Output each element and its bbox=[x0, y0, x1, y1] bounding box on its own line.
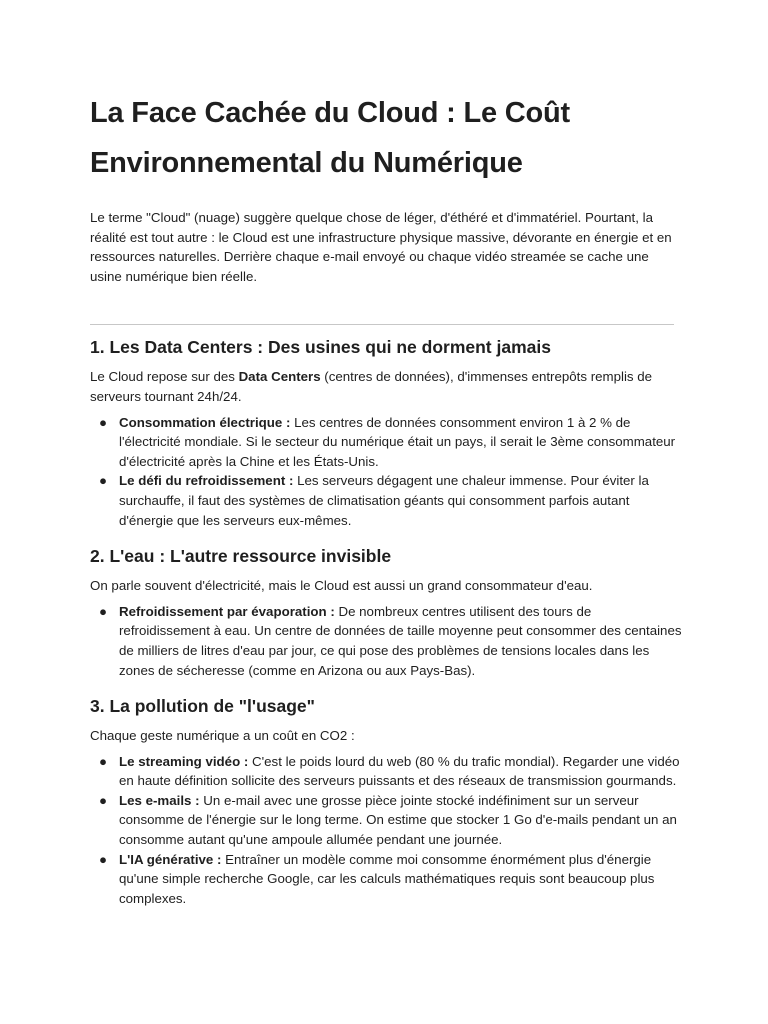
section-1-list bbox=[90, 413, 682, 531]
section-1-body-pre: Le Cloud repose sur des bbox=[90, 369, 239, 385]
divider bbox=[90, 324, 674, 325]
list-item bbox=[90, 413, 682, 472]
section-1-title: 1. Les Data Centers : Des usines qui ne dorment jamais bbox=[90, 337, 551, 358]
intro-paragraph: Le terme "Cloud" (nuage) suggère quelque chose de léger, d'éthéré et d'immatériel. Pourtant, la réalité est tout autre : le Cloud est une infrastructure physique massive, dévorante en énergie et en ressources naturelles. Derrière chaque e-mail envoyé ou chaque vidéo streamée se cache une usine numérique bien réelle. bbox=[90, 210, 672, 284]
section-2-list bbox=[90, 602, 682, 680]
list-item-label: Le streaming vidéo : bbox=[119, 753, 249, 769]
section-3-body: Chaque geste numérique a un coût en CO2 : bbox=[90, 728, 355, 744]
section-3-list bbox=[90, 752, 682, 909]
list-item bbox=[90, 471, 682, 530]
bullet-icon: ● bbox=[99, 473, 108, 489]
list-item-text: De nombreux centres utilisent des tours de refroidissement à eau. Un centre de données de taille moyenne peut consommer des centaines de milliers de litres d'eau par jour, ce qui pose des problèmes de tensions locales dans les zones de sécheresse (comme en Arizona ou aux Pays-Bas). bbox=[119, 603, 682, 678]
page-title: La Face Cachée du Cloud : Le Coût Environnemental du Numérique bbox=[90, 97, 571, 179]
list-item-label: Consommation électrique : bbox=[119, 414, 291, 430]
list-item-label: L'IA générative : bbox=[119, 851, 222, 867]
list-item bbox=[90, 791, 682, 850]
list-item-label: Le défi du refroidissement : bbox=[119, 473, 294, 489]
list-item-label: Les e-mails : bbox=[119, 792, 200, 808]
list-item-label: Refroidissement par évaporation : bbox=[119, 603, 335, 619]
list-item-text: Les serveurs dégagent une chaleur immense. Pour éviter la surchauffe, il faut des systèmes de climatisation géants qui consomment parfois autant d'énergie que les serveurs eux-mêmes. bbox=[119, 473, 649, 528]
list-item bbox=[90, 602, 682, 680]
bullet-icon: ● bbox=[99, 753, 108, 769]
bullet-icon: ● bbox=[99, 414, 108, 430]
section-2-title: 2. L'eau : L'autre ressource invisible bbox=[90, 546, 392, 567]
bullet-icon: ● bbox=[99, 851, 108, 867]
bullet-icon: ● bbox=[99, 603, 108, 619]
section-3-title: 3. La pollution de "l'usage" bbox=[90, 696, 315, 717]
list-item-text: Entraîner un modèle comme moi consomme énormément plus d'énergie qu'une simple recherche Google, car les calculs mathématiques requis sont beaucoup plus complexes. bbox=[119, 851, 655, 906]
list-item-text: C'est le poids lourd du web (80 % du trafic mondial). Regarder une vidéo en haute définition sollicite des serveurs puissants et des réseaux de transmission gourmands. bbox=[119, 753, 680, 789]
document-page bbox=[90, 88, 682, 908]
section-1-body-bold: Data Centers bbox=[238, 369, 321, 385]
list-item-text: Un e-mail avec une grosse pièce jointe stocké indéfiniment sur un serveur consomme de l'énergie sur le long terme. On estime que stocker 1 Go d'e-mails pendant un an consomme autant qu'une ampoule allumée pendant une journée. bbox=[119, 792, 677, 848]
section-2-body: On parle souvent d'électricité, mais le Cloud est aussi un grand consommateur d'eau. bbox=[90, 578, 593, 594]
section-1-body-post: (centres de données), d'immenses entrepôts remplis de serveurs tournant 24h/24. bbox=[90, 369, 653, 404]
list-item-text: Les centres de données consomment environ 1 à 2 % de l'électricité mondiale. Si le secteur du numérique était un pays, il serait le 3ème consommateur d'électricité après la Chine et les États-Unis. bbox=[119, 414, 676, 469]
bullet-icon: ● bbox=[99, 792, 108, 808]
list-item bbox=[90, 850, 682, 909]
list-item bbox=[90, 752, 682, 791]
section-1-body bbox=[90, 367, 682, 406]
